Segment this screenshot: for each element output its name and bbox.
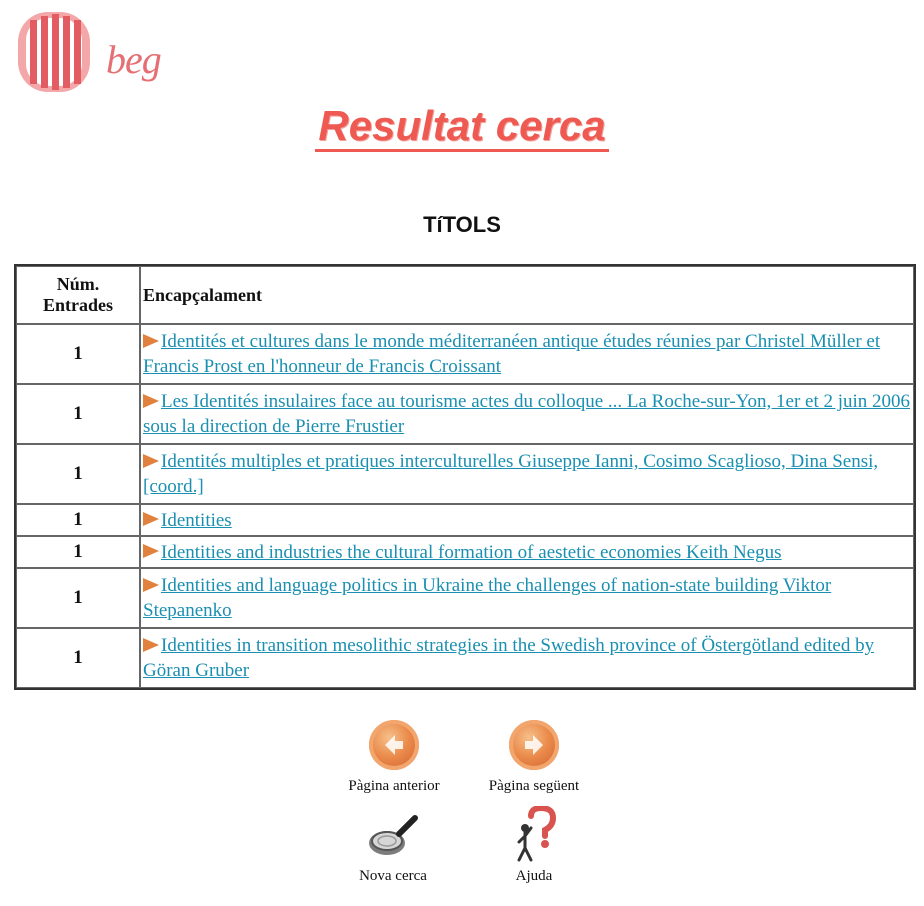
page-title-text: Resultat cerca bbox=[315, 102, 608, 152]
table-row bbox=[16, 444, 914, 504]
title-link[interactable]: Identités multiples et pratiques interculturelles Giuseppe Ianni, Cosimo Scaglioso, Dina Sensi, [coord.] bbox=[143, 451, 879, 497]
entry-count: 1 bbox=[16, 444, 140, 504]
help-label[interactable]: Ajuda bbox=[515, 868, 553, 884]
title-link[interactable]: Identities and language politics in Ukraine the challenges of nation-state building Viktor Stepanenko bbox=[143, 575, 832, 621]
title-link[interactable]: Les Identités insulaires face au tourisme actes du colloque ... La Roche-sur-Yon, 1er et 2 juin 2006 sous la direction de Pierre Frustier bbox=[143, 391, 911, 437]
title-cell bbox=[140, 504, 914, 536]
title-link[interactable]: Identities bbox=[161, 509, 232, 531]
table-row bbox=[16, 324, 914, 384]
table-row bbox=[16, 628, 914, 688]
table-header-row bbox=[16, 266, 914, 324]
arrow-right-icon bbox=[143, 578, 159, 592]
title-cell bbox=[140, 384, 914, 444]
magnifier-icon[interactable] bbox=[363, 812, 423, 862]
next-page-button[interactable] bbox=[474, 720, 594, 795]
header-num-line1: Núm. bbox=[56, 274, 100, 294]
next-page-label[interactable]: Pàgina següent bbox=[488, 778, 580, 794]
arrow-right-icon bbox=[143, 454, 159, 468]
previous-page-label[interactable]: Pàgina anterior bbox=[348, 778, 440, 794]
title-link[interactable]: Identities in transition mesolithic strategies in the Swedish province of Östergötland edited by Göran Gruber bbox=[143, 635, 875, 681]
arrow-right-icon bbox=[143, 334, 159, 348]
entry-count: 1 bbox=[16, 568, 140, 628]
arrow-right-circle-icon[interactable] bbox=[509, 720, 559, 770]
title-cell bbox=[140, 568, 914, 628]
new-search-button[interactable] bbox=[340, 812, 446, 885]
new-search-label[interactable]: Nova cerca bbox=[359, 868, 427, 884]
title-link[interactable]: Identités et cultures dans le monde méditerranéen antique études réunies par Christel Müller et Francis Prost en l'honneur de Francis Croissant bbox=[143, 331, 881, 377]
arrow-right-icon bbox=[143, 394, 159, 408]
title-cell bbox=[140, 444, 914, 504]
title-cell bbox=[140, 536, 914, 568]
table-row bbox=[16, 504, 914, 536]
entry-count: 1 bbox=[16, 504, 140, 536]
entry-count: 1 bbox=[16, 536, 140, 568]
arrow-right-icon bbox=[143, 512, 159, 526]
help-button[interactable] bbox=[490, 806, 578, 885]
arrow-right-icon bbox=[143, 544, 159, 558]
arrow-right-icon bbox=[143, 638, 159, 652]
logo-text: beg bbox=[106, 37, 161, 82]
title-link[interactable]: Identities and industries the cultural formation of aestetic economies Keith Negus bbox=[161, 541, 782, 563]
header-num-entries bbox=[16, 266, 140, 324]
title-cell bbox=[140, 324, 914, 384]
help-person-icon[interactable] bbox=[509, 806, 559, 862]
title-cell bbox=[140, 628, 914, 688]
table-row bbox=[16, 568, 914, 628]
entry-count: 1 bbox=[16, 384, 140, 444]
logo bbox=[14, 10, 174, 94]
page-title bbox=[0, 102, 924, 150]
header-num-line2: Entrades bbox=[42, 295, 113, 315]
section-title: TíTOLS bbox=[423, 212, 501, 237]
entry-count: 1 bbox=[16, 324, 140, 384]
previous-page-button[interactable] bbox=[336, 720, 452, 795]
table-row bbox=[16, 536, 914, 568]
catalan-flag-icon bbox=[14, 10, 94, 94]
header-heading: Encapçalament bbox=[140, 266, 914, 324]
table-row bbox=[16, 384, 914, 444]
arrow-left-circle-icon[interactable] bbox=[369, 720, 419, 770]
results-table bbox=[14, 264, 916, 690]
entry-count: 1 bbox=[16, 628, 140, 688]
